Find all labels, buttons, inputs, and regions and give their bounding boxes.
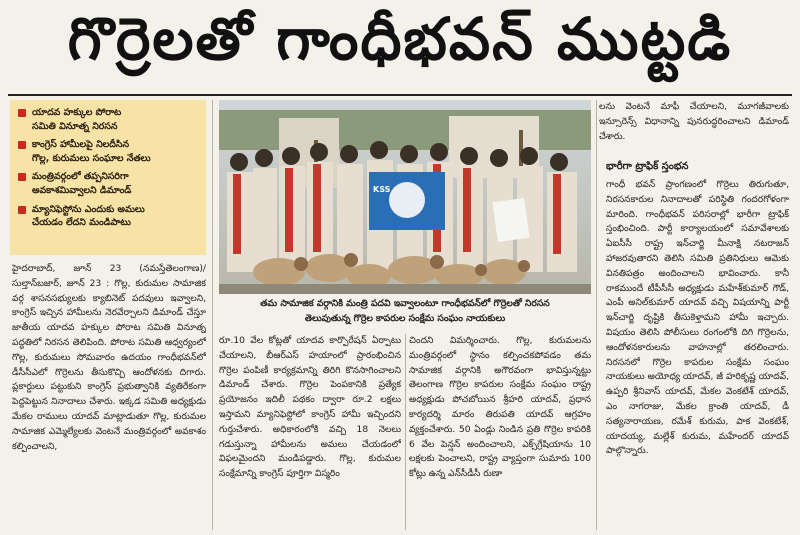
article-column-3: చిందని విమర్శించారు. గొల్ల, కురుమలను మంత్రివర్గంలో స్థానం కల్పించకపోవడం తమ సామాజిక వర్గానికి అగౌరవంగా భావిస్తున్నట్టు తెలంగాణ గొర్రెల కాపరుల సంక్షేమ సంఘం రాష్ట్ర అధ్యక్షుడు పోచబోయిన శ్రీహరి యాదవ్, ప్రధాన కార్యదర్శి మారం తిరుపతి యాదవ్ ఆగ్రహం వ్యక్తంచేశారు. 50 ఏండ్లు నిండిన ప్రతి గొర్రెల కాపరికి 6 వేల పెన్షన్ అందించాలని, ఎక్స్‌గ్రేషియాను 10 లక్షలకు పెంచాలని, రాష్ట్ర వ్యాప్తంగా సుమారు 100 కోట్లు ఉన్న ఎన్‌సీడీసీ రుణా: [409, 336, 591, 480]
highlight-item: [16, 170, 200, 197]
article-column-5: గాంధీ భవన్ ప్రాంగణంలో గొర్రెలు తిరుగుతూ, నిరసనకారుల నినాదాలతో పరిస్థితి గందరగోళంగా మారింది. గాంధీభవన్ పరిసరాల్లో భారీగా ట్రాఫిక్ స్తంభించింది. పార్టీ కార్యాలయంలో సమావేశాలకు ఏఐసీసీ రాష్ట్ర ఇన్‌చార్జి మీనాక్షి నటరాజన్ హాజరవుతారని తెలిసి సమితి ప్రతినిధులు ఆమెకు వినతిపత్రం అందించాలని భావించారు. కానీ రాకముందే టీపీసీసీ అధ్యక్షుడు మహేశ్‌కుమార్ గౌడ్, ఎంపీ అనిల్‌కుమార్ యాదవ్ వచ్చి విషయాన్ని పార్టీ ఇన్‌చార్జి దృష్టికి తీసుకెళ్తామని హామీ ఇచ్చారు. విషయం తెలిసి పోలీసులు రంగంలోకి దిగి గొర్రెలను, ఆందోళనకారులను వాహనాల్లో తరలించారు. నిరసనలో గొర్రెల కాపరుల సంక్షేమ సంఘం నాయకులు అయోధ్య యాదవ్, జీ హరికృష్ణ యాదవ్, ఉప్పరి శ్రీనివాస్ యాదవ్, మేకల వెంకటేశ్ యాదవ్, ఎం నాగరాజు, మేకల క్రాంతి యాదవ్, డీ సత్యనారాయణ, రమేశ్ కురుమ, పాక వెంకటేశ్, యాదయ్య, మల్లేశ్ కురుమ, మహేందర్ యాదవ్ పాల్గొన్నారు.: [606, 180, 789, 457]
highlight-text: మంత్రివర్గంలో తప్పనిసరిగా అవకాశమివ్వాలని డిమాండ్: [32, 171, 132, 196]
headline-rule: [8, 94, 792, 96]
column-divider: [212, 100, 213, 530]
banner-text: KSS: [373, 185, 391, 194]
bullet-icon: [18, 109, 26, 117]
highlights-list: [16, 106, 200, 230]
highlight-text: యాదవ హక్కుల పోరాట సమితి వినూత్న నిరసన: [32, 107, 122, 132]
highlight-item: [16, 138, 200, 165]
protest-photo-illustration: [219, 100, 591, 294]
headline: గొర్రెలతో గాంధీభవన్ ముట్టడి: [0, 0, 800, 92]
highlight-text: కాంగ్రెస్ హామీలపై నిలదీసిన గొల్ల, కురుమలు సంఘాల నేతలు: [32, 139, 151, 164]
photo-caption: తమ సామాజిక వర్గానికి మంత్రి పదవి ఇవ్వాలంటూ గాంధీభవన్‌లో గొర్రెలతో నిరసన తెలుపుతున్న గొర్రెల కాపరుల సంక్షేమ సంఘం నాయకులు: [260, 298, 550, 324]
highlight-item: [16, 106, 200, 133]
protest-photo: [219, 100, 591, 294]
highlights-box: [10, 100, 206, 255]
highlight-item: [16, 203, 200, 230]
highlight-text: మ్యానిఫెస్టోను ఎందుకు అమలు చేయడం లేదని మండిపాటు: [32, 203, 145, 229]
bullet-icon: [18, 206, 26, 214]
article-column-4: లను వెంటనే మాఫీ చేయాలని, మూగజీవాలకు ఇన్సూరెన్స్ విధానాన్ని పునరుద్ధరించాలని డిమాండ్ చేశారు.: [599, 102, 789, 142]
article-column-1: హైదరాబాద్, జూన్ 23 (నమస్తేతెలంగాణ)/ సుల్తాన్‌బజార్, జూన్ 23 : గొల్ల, కురుమల సామాజిక వర్గ శాసనసభ్యులకు క్యాబినెట్ పదవులు ఇవ్వాలని, కాంగ్రెస్ ఇచ్చిన హామీలను నెరవేర్చాలని డిమాండ్ చేస్తూ జాతీయ యాదవ హక్కుల పోరాట సమితి వినూత్న పద్ధతిలో నిరసన తెలిపింది. పోరాట సమితి ఆధ్వర్యంలో గొల్ల, కురుమలు సోమవారం ఉదయం గాంధీభవన్‌లో డీసీసీఎలో గొర్రెలను తీసుకొచ్చి ఆందోళనకు దిగారు. ప్లకార్డులు పట్టుకుని కాంగ్రెస్ ప్రభుత్వానికి వ్యతిరేకంగా పెద్దపెట్టున నినాదాలు చేశారు. ఇక్కడ సమితి అధ్యక్షుడు మేకల రాములు యాదవ్ మాట్లాడుతూ గొల్ల, కురుమల సామాజిక ఎమ్మెల్యేలకు వెంటనే మంత్రివర్గంలో అవకాశం కల్పించాలని,: [12, 264, 206, 452]
bullet-icon: [18, 141, 26, 149]
section-subheading: భారీగా ట్రాఫిక్ స్తంభన: [606, 161, 689, 172]
article-column-2: రూ.10 వేల కోట్లతో యాదవ కార్పొరేషన్ ఏర్పాటు చేయాలని, బీఆర్‌ఎస్ హయాంలో ప్రారంభించిన గొర్రెల పంపిణీ కార్యక్రమాన్ని తిరిగి కొనసాగించాలని డిమాండ్ చేశారు. గొర్రెల పెంపకానికి ప్రత్యేక ప్రయోజనం ఇదిలీ పథకం ద్వారా రూ.2 లక్షలు ఇస్తామని మ్యానిఫెస్టోలో కాంగ్రెస్ హామీ ఇచ్చిందని గుర్తుచేశారు. అధికారంలోకి వచ్చి 18 నెలలు గడుస్తున్నా హామీలను అమలు చేయడంలో విఫలమైందని మండిపడ్డారు. గొల్ల, కురుమల సంక్షేమాన్ని కాంగ్రెస్ పూర్తిగా విస్మరిం: [219, 336, 401, 480]
bullet-icon: [18, 173, 26, 181]
column-divider: [405, 334, 406, 530]
column-divider: [596, 100, 597, 530]
